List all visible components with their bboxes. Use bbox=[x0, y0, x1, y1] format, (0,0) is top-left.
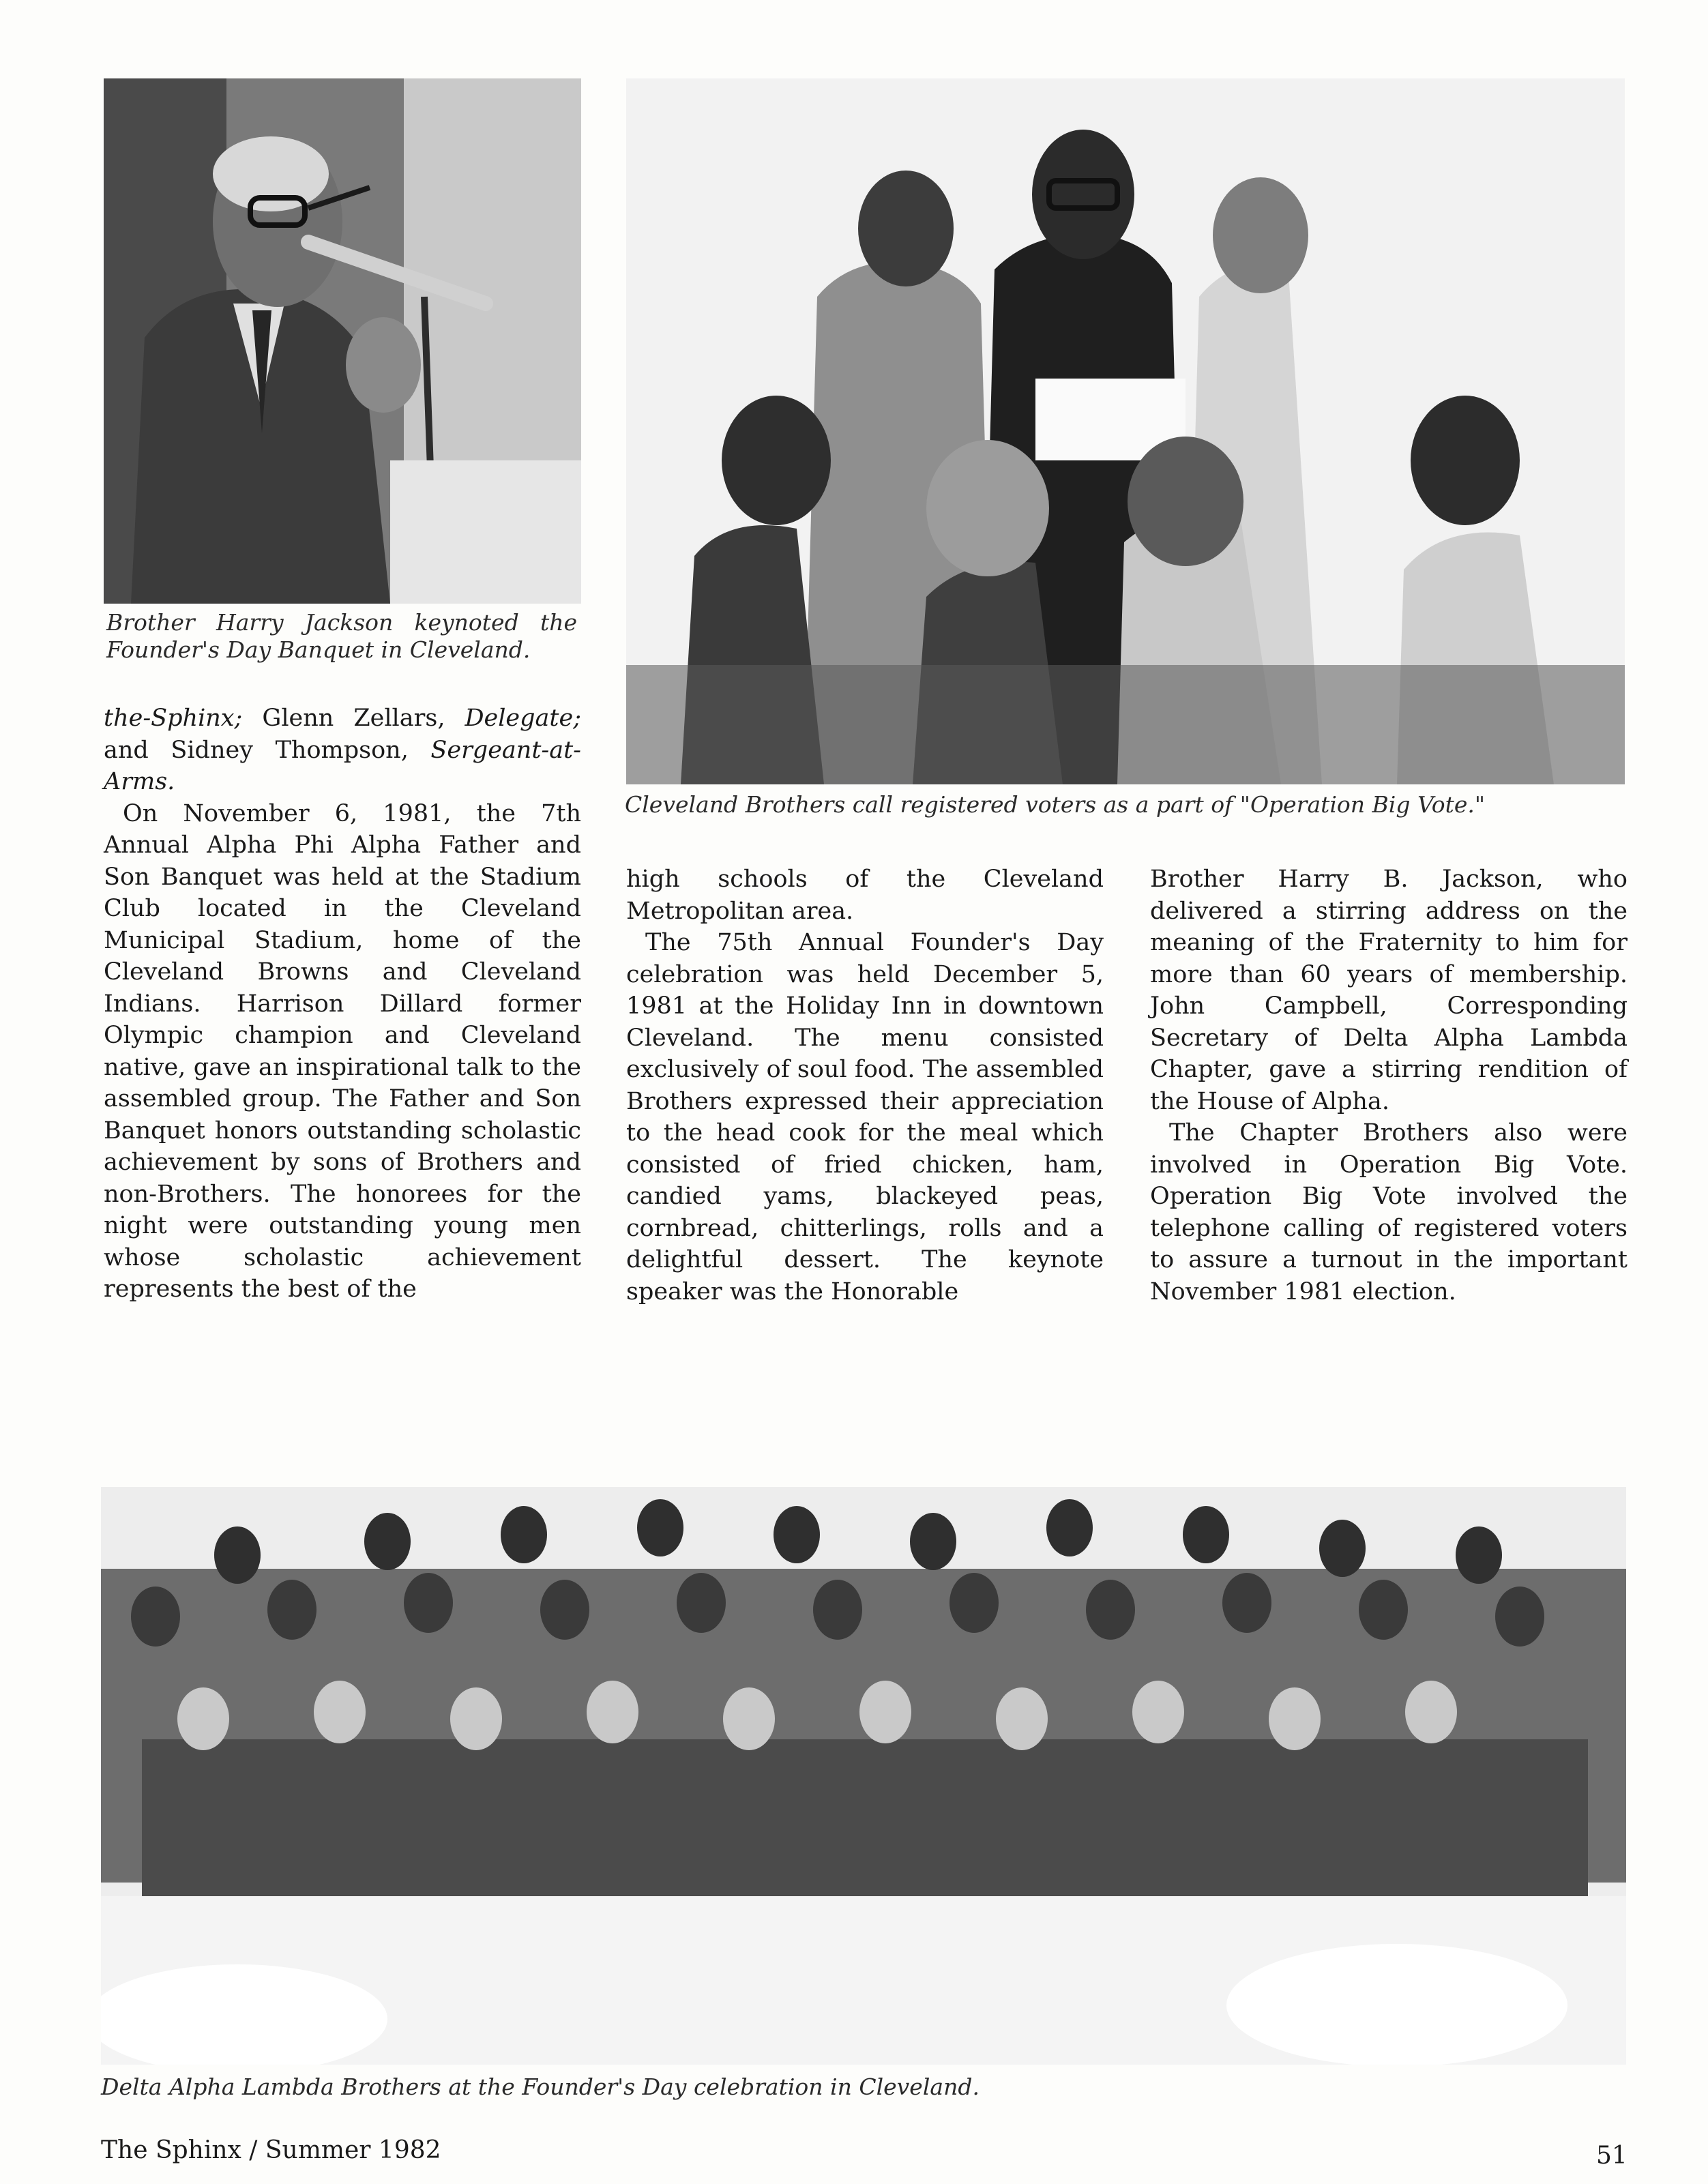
photo-speaker-image bbox=[104, 78, 581, 604]
lead-text-2: and Sidney Thompson, bbox=[104, 736, 431, 764]
photo-speaker bbox=[104, 78, 581, 604]
photo-group bbox=[101, 1487, 1626, 2065]
column-1-lead bbox=[104, 703, 581, 798]
column-3-paragraph-1: Brother Harry B. Jackson, who delivered a stirring address on the meaning of the Fraternity to him for more than 60 years of membership. John Campbell, Corresponding Secretary of Delta Alpha Lambda Chapter, gave a stirring rendition of the House of Alpha. bbox=[1150, 866, 1628, 1115]
photo-speaker-caption: Brother Harry Jackson keynoted the Founder's Day Banquet in Cleveland. bbox=[106, 609, 577, 663]
column-2-paragraph-2: The 75th Annual Founder's Day celebration was held December 5, 1981 at the Holiday Inn in downtown Cleveland. The menu consisted exclusively of soul food. The assembled Brothers expressed their appreciation to the head cook for the meal which consisted of fried chicken, ham, candied yams, blackeyed peas, cornbread, chitterlings, rolls and a delightful dessert. The keynote speaker was the Honorable bbox=[626, 929, 1104, 1305]
photo-phone-bank-image bbox=[626, 78, 1625, 784]
lead-italic-1: the-Sphinx; bbox=[104, 705, 243, 732]
article-column-1 bbox=[104, 703, 581, 1305]
photo-group-caption: Delta Alpha Lambda Brothers at the Founder's Day celebration in Cleveland. bbox=[101, 2074, 980, 2100]
photo-phone-bank bbox=[626, 78, 1625, 784]
footer-publication: The Sphinx / Summer 1982 bbox=[101, 2136, 441, 2164]
lead-italic-2: Delegate; bbox=[465, 705, 581, 732]
lead-italic-3: Sergeant-at-Arms. bbox=[104, 736, 581, 795]
article-column-2 bbox=[626, 864, 1104, 1308]
article-column-3 bbox=[1150, 864, 1628, 1308]
column-2-paragraph-1: high schools of the Cleveland Metropolitan area. bbox=[626, 866, 1104, 925]
photo-group-image bbox=[101, 1487, 1626, 2065]
photo-phone-bank-caption: Cleveland Brothers call registered voters as a part of "Operation Big Vote." bbox=[625, 791, 1486, 818]
footer-page-number: 51 bbox=[1596, 2142, 1628, 2170]
column-3-paragraph-2: The Chapter Brothers also were involved in Operation Big Vote. Operation Big Vote involved the telephone calling of registered voters to assure a turnout in the important November 1981 election. bbox=[1150, 1119, 1628, 1305]
column-1-paragraph: On November 6, 1981, the 7th Annual Alpha Phi Alpha Father and Son Banquet was held at the Stadium Club located in the Cleveland Municipal Stadium, home of the Cleveland Browns and Cleveland Indians. Harrison Dillard former Olympic champion and Cleveland native, gave an inspirational talk to the assembled group. The Father and Son Banquet honors outstanding scholastic achievement by sons of Brothers and non-Brothers. The honorees for the night were outstanding young men whose scholastic achievement represents the best of the bbox=[104, 799, 581, 1303]
lead-text-1: Glenn Zellars, bbox=[242, 705, 465, 732]
